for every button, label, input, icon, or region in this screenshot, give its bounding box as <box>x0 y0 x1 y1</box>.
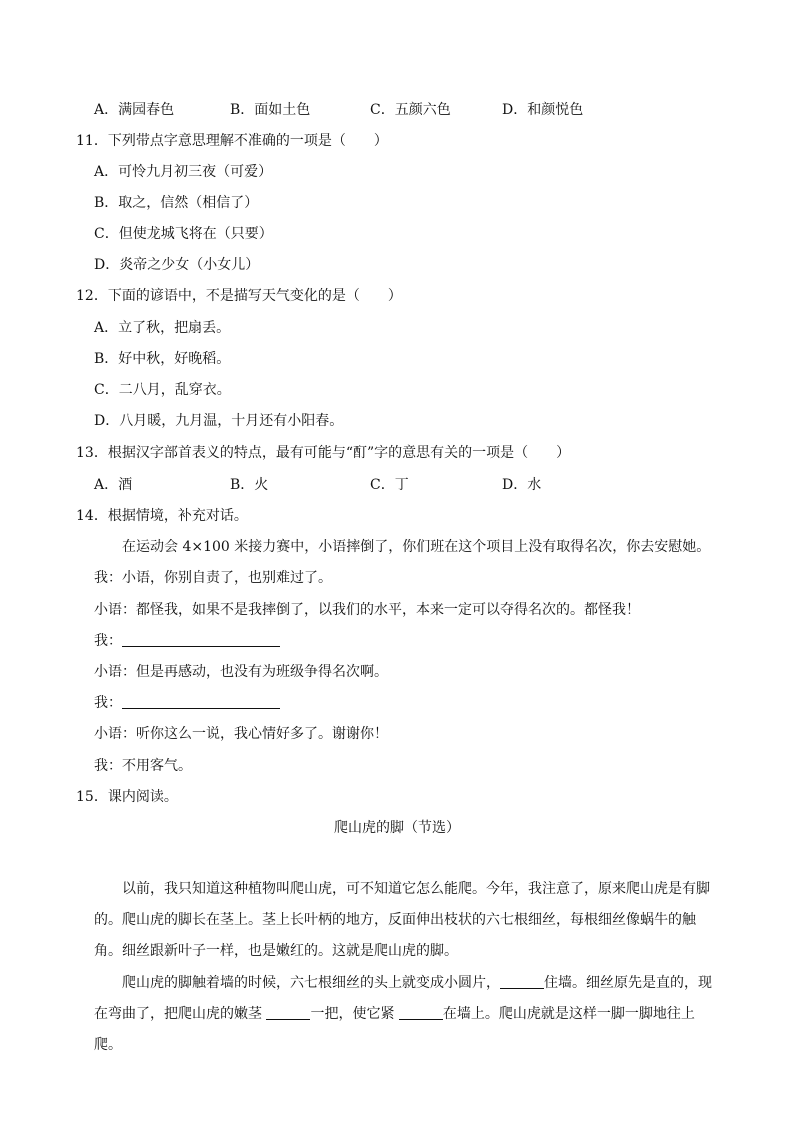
q14-speaker-me: 我： <box>94 633 122 649</box>
paragraph-text: 一把，使它紧 <box>310 1006 399 1022</box>
q14-dialogue-line: 我：小语，你别自责了，也别难过了。 <box>94 570 332 586</box>
q11-option-c: C．但使龙城飞将在（只要） <box>94 226 273 242</box>
paragraph-text: 在墙上。爬山虎就是这样一脚一脚地往上爬。 <box>94 1006 695 1053</box>
q14-dialogue-line <box>94 693 280 713</box>
answer-blank-4[interactable] <box>266 1005 310 1020</box>
paragraph-text: 住墙。细丝原先是直的，现在弯曲了，把爬山虎的嫩茎 <box>94 975 712 1022</box>
q10-option-d: D．和颜悦色 <box>502 102 584 118</box>
q10-option-c: C．五颜六色 <box>370 102 451 118</box>
paragraph-text: 爬山虎的脚触着墙的时候，六七根细丝的头上就变成小圆片， <box>122 975 500 991</box>
q12-stem: 12．下面的谚语中，不是描写天气变化的是（ ） <box>76 288 402 304</box>
q14-dialogue-line: 小语：听你这么一说，我心情好多了。谢谢你！ <box>94 726 388 742</box>
q14-dialogue-line: 小语：但是再感动，也没有为班级争得名次啊。 <box>94 664 388 680</box>
passage-paragraph-2 <box>94 968 720 1061</box>
answer-blank-5[interactable] <box>399 1005 443 1020</box>
answer-blank-3[interactable] <box>500 974 544 989</box>
q13-option-b: B．火 <box>230 477 269 493</box>
q11-option-b: B．取之，信然（相信了） <box>94 195 259 211</box>
q11-option-d: D．炎帝之少女（小女儿） <box>94 257 260 273</box>
q13-option-a: A．酒 <box>94 477 133 493</box>
passage-paragraph-1: 以前，我只知道这种植物叫爬山虎，可不知道它怎么能爬。今年，我注意了，原来爬山虎是有脚的。爬山虎的脚长在茎上。茎上长叶柄的地方，反面伸出枝状的六七根细丝，每根细丝像蜗牛的触角。细丝跟新叶子一样，也是嫩红的。这就是爬山虎的脚。 <box>94 881 710 959</box>
answer-blank-2[interactable] <box>122 694 280 709</box>
q15-stem: 15．课内阅读。 <box>76 789 178 805</box>
q12-option-b: B．好中秋，好晚稻。 <box>94 351 231 367</box>
q12-option-a: A．立了秋，把扇丢。 <box>94 320 231 336</box>
q13-option-c: C．丁 <box>370 477 409 493</box>
q14-scenario: 在运动会 4×100 米接力赛中，小语摔倒了，你们班在这个项目上没有取得名次，你去安慰她。 <box>122 539 711 555</box>
q10-option-b: B．面如土色 <box>230 102 311 118</box>
q11-option-a: A．可怜九月初三夜（可爱） <box>94 164 273 180</box>
passage-title: 爬山虎的脚（节选） <box>334 820 460 836</box>
q13-option-d: D．水 <box>502 477 542 493</box>
q14-stem: 14．根据情境，补充对话。 <box>76 508 248 524</box>
q10-option-a: A．满园春色 <box>94 102 175 118</box>
q11-stem: 11．下列带点字意思理解不准确的一项是（ ） <box>76 133 388 149</box>
q12-option-d: D．八月暖，九月温，十月还有小阳春。 <box>94 413 344 429</box>
answer-blank-1[interactable] <box>122 632 280 647</box>
q14-dialogue-line: 我：不用客气。 <box>94 758 192 774</box>
q14-dialogue-line: 小语：都怪我，如果不是我摔倒了，以我们的水平，本来一定可以夺得名次的。都怪我！ <box>94 602 640 618</box>
q14-dialogue-line <box>94 631 280 651</box>
q14-speaker-me: 我： <box>94 695 122 711</box>
q13-stem: 13．根据汉字部首表义的特点，最有可能与“酊”字的意思有关的一项是（ ） <box>76 445 571 461</box>
q12-option-c: C．二八月，乱穿衣。 <box>94 382 231 398</box>
